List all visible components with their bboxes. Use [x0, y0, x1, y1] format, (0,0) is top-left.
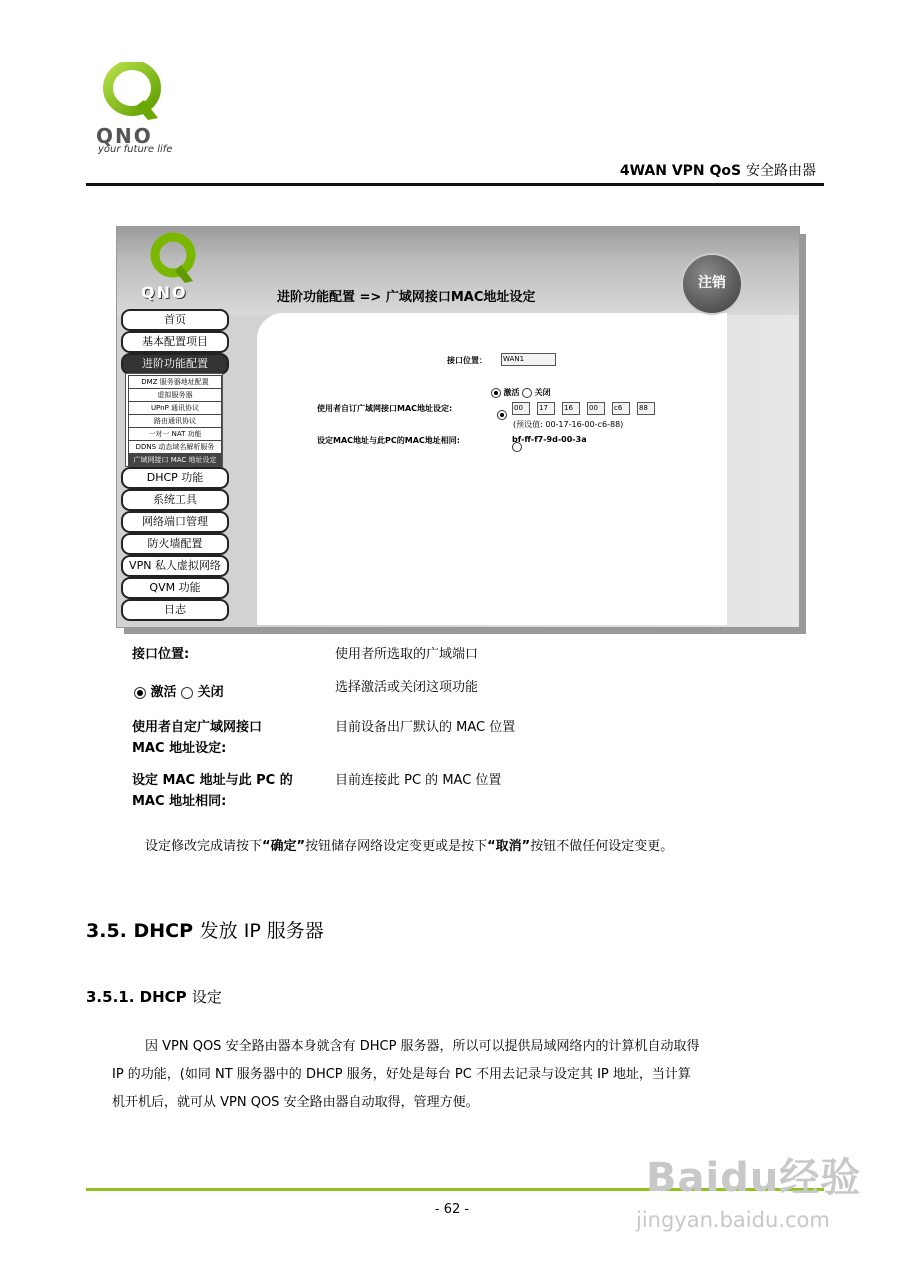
logo-tagline: your future life [98, 144, 173, 155]
save-note-part1: 设定修改完成请按下 [145, 839, 263, 854]
custom-mac-label: 使用者自订广域网接口MAC地址设定: [317, 404, 453, 413]
section-heading-3-5-1-num: 3.5.1. DHCP [86, 988, 187, 1006]
activate-radio[interactable] [491, 388, 501, 398]
submenu-virtual-server[interactable]: 虚拟服务器 [128, 388, 222, 402]
desc-activate-label: 激活 [150, 685, 177, 700]
menu-advanced-config[interactable]: 进阶功能配置 [121, 353, 229, 375]
interface-select[interactable]: WAN1 [501, 353, 556, 366]
screenshot-logo-wordmark: QNO [141, 283, 188, 302]
default-mac-hint: (预设值: 00-17-16-00-c6-88) [513, 420, 624, 429]
desc-same-as-pc-label [132, 770, 293, 812]
menu-system-tools[interactable]: 系统工具 [121, 489, 229, 511]
mac-octet-5[interactable]: c6 [612, 402, 630, 415]
submenu-dmz[interactable]: DMZ 服务器地址配置 [128, 375, 222, 389]
deactivate-label: 关闭 [534, 388, 551, 397]
desc-activate-radio [134, 687, 146, 699]
same-as-pc-label: 设定MAC地址与此PC的MAC地址相同: [317, 436, 460, 445]
custom-mac-radio[interactable] [497, 410, 507, 420]
section-heading-3-5-1-text: 设定 [191, 988, 222, 1006]
submenu-box [125, 373, 223, 467]
screenshot-page-heading: 进阶功能配置 => 广域网接口MAC地址设定 [277, 290, 536, 305]
logout-button[interactable]: 注销 [681, 253, 743, 315]
desc-custom-mac-label-line1: 使用者自定广域网接口 [132, 720, 263, 735]
desc-custom-mac-label [132, 717, 262, 759]
desc-custom-mac-text: 目前设备出厂默认的 MAC 位置 [335, 720, 516, 735]
submenu-ddns[interactable]: DDNS 动态域名解析服务 [128, 440, 222, 454]
desc-interface-label: 接口位置: [132, 647, 190, 662]
activate-label: 激活 [503, 388, 520, 397]
mac-octet-4[interactable]: 00 [587, 402, 605, 415]
menu-log[interactable]: 日志 [121, 599, 229, 621]
dhcp-paragraph-line2: IP 的功能，(如同 NT 服务器中的 DHCP 服务，好处是每台 PC 不用去记录与设定其 IP 地址，当计算 [112, 1067, 691, 1082]
section-heading-3-5 [86, 916, 324, 943]
mac-octet-3[interactable]: 16 [562, 402, 580, 415]
save-note-cancel: “取消” [487, 839, 531, 854]
desc-activate-radios [134, 682, 224, 703]
desc-interface-text: 使用者所选取的广域端口 [335, 647, 479, 662]
header-rule [86, 183, 824, 186]
doc-title-cn: 安全路由器 [746, 163, 816, 179]
desc-activate-text: 选择激活或关闭这项功能 [335, 680, 479, 695]
screenshot-logo-icon [147, 231, 207, 287]
section-heading-3-5-1 [86, 986, 222, 1007]
desc-deactivate-label: 关闭 [197, 685, 224, 700]
desc-same-as-pc-text: 目前连接此 PC 的 MAC 位置 [335, 773, 502, 788]
deactivate-radio[interactable] [522, 388, 532, 398]
save-note [145, 834, 673, 860]
menu-dhcp[interactable]: DHCP 功能 [121, 467, 229, 489]
menu-home[interactable]: 首页 [121, 309, 229, 331]
baidu-watermark: Baidu经验 [646, 1155, 862, 1201]
save-note-part3: 按钮不做任何设定变更。 [530, 839, 674, 854]
interface-label: 接口位置： [447, 356, 487, 365]
dhcp-paragraph-line1: 因 VPN QOS 安全路由器本身就含有 DHCP 服务器，所以可以提供局域网络内的计算机自动取得 [145, 1039, 700, 1054]
sidebar-menu [117, 307, 259, 627]
activate-radio-group [491, 387, 551, 398]
router-ui-screenshot [116, 226, 800, 628]
menu-vpn[interactable]: VPN 私人虚拟网络 [121, 555, 229, 577]
desc-custom-mac-label-line2: MAC 地址设定: [132, 741, 227, 756]
submenu-upnp[interactable]: UPnP 通讯协议 [128, 401, 222, 415]
screenshot-content-area [257, 313, 727, 625]
mac-octet-1[interactable]: 00 [512, 402, 530, 415]
mac-octet-6[interactable]: 88 [637, 402, 655, 415]
menu-qvm[interactable]: QVM 功能 [121, 577, 229, 599]
submenu-wan-mac[interactable]: 广域网接口 MAC 地址设定 [128, 453, 222, 467]
submenu-one-to-one-nat[interactable]: 一对一 NAT 功能 [128, 427, 222, 441]
desc-same-as-pc-label-line2: MAC 地址相同: [132, 794, 227, 809]
mac-octet-2[interactable]: 17 [537, 402, 555, 415]
menu-basic-config[interactable]: 基本配置项目 [121, 331, 229, 353]
logo-wordmark: QNO [96, 124, 153, 148]
doc-title-en: 4WAN VPN QoS [619, 163, 742, 179]
desc-deactivate-radio [181, 687, 193, 699]
save-note-ok: “确定” [262, 839, 306, 854]
pc-mac-value: bf-ff-f7-9d-00-3a [512, 435, 587, 444]
baidu-watermark-url: jingyan.baidu.com [636, 1208, 830, 1232]
dhcp-paragraph-line3: 机开机后，就可从 VPN QOS 安全路由器自动取得，管理方便。 [112, 1095, 479, 1110]
section-heading-3-5-num: 3.5. DHCP [86, 920, 194, 942]
save-note-part2: 按钮储存网络设定变更或是按下 [305, 839, 488, 854]
section-heading-3-5-text: 发放 IP 服务器 [199, 920, 324, 942]
menu-firewall[interactable]: 防火墙配置 [121, 533, 229, 555]
desc-same-as-pc-label-line1: 设定 MAC 地址与此 PC 的 [132, 773, 293, 788]
submenu-routing[interactable]: 路由通讯协议 [128, 414, 222, 428]
document-title [560, 160, 816, 180]
page-number: - 62 - [434, 1202, 470, 1217]
menu-port-management[interactable]: 网络端口管理 [121, 511, 229, 533]
